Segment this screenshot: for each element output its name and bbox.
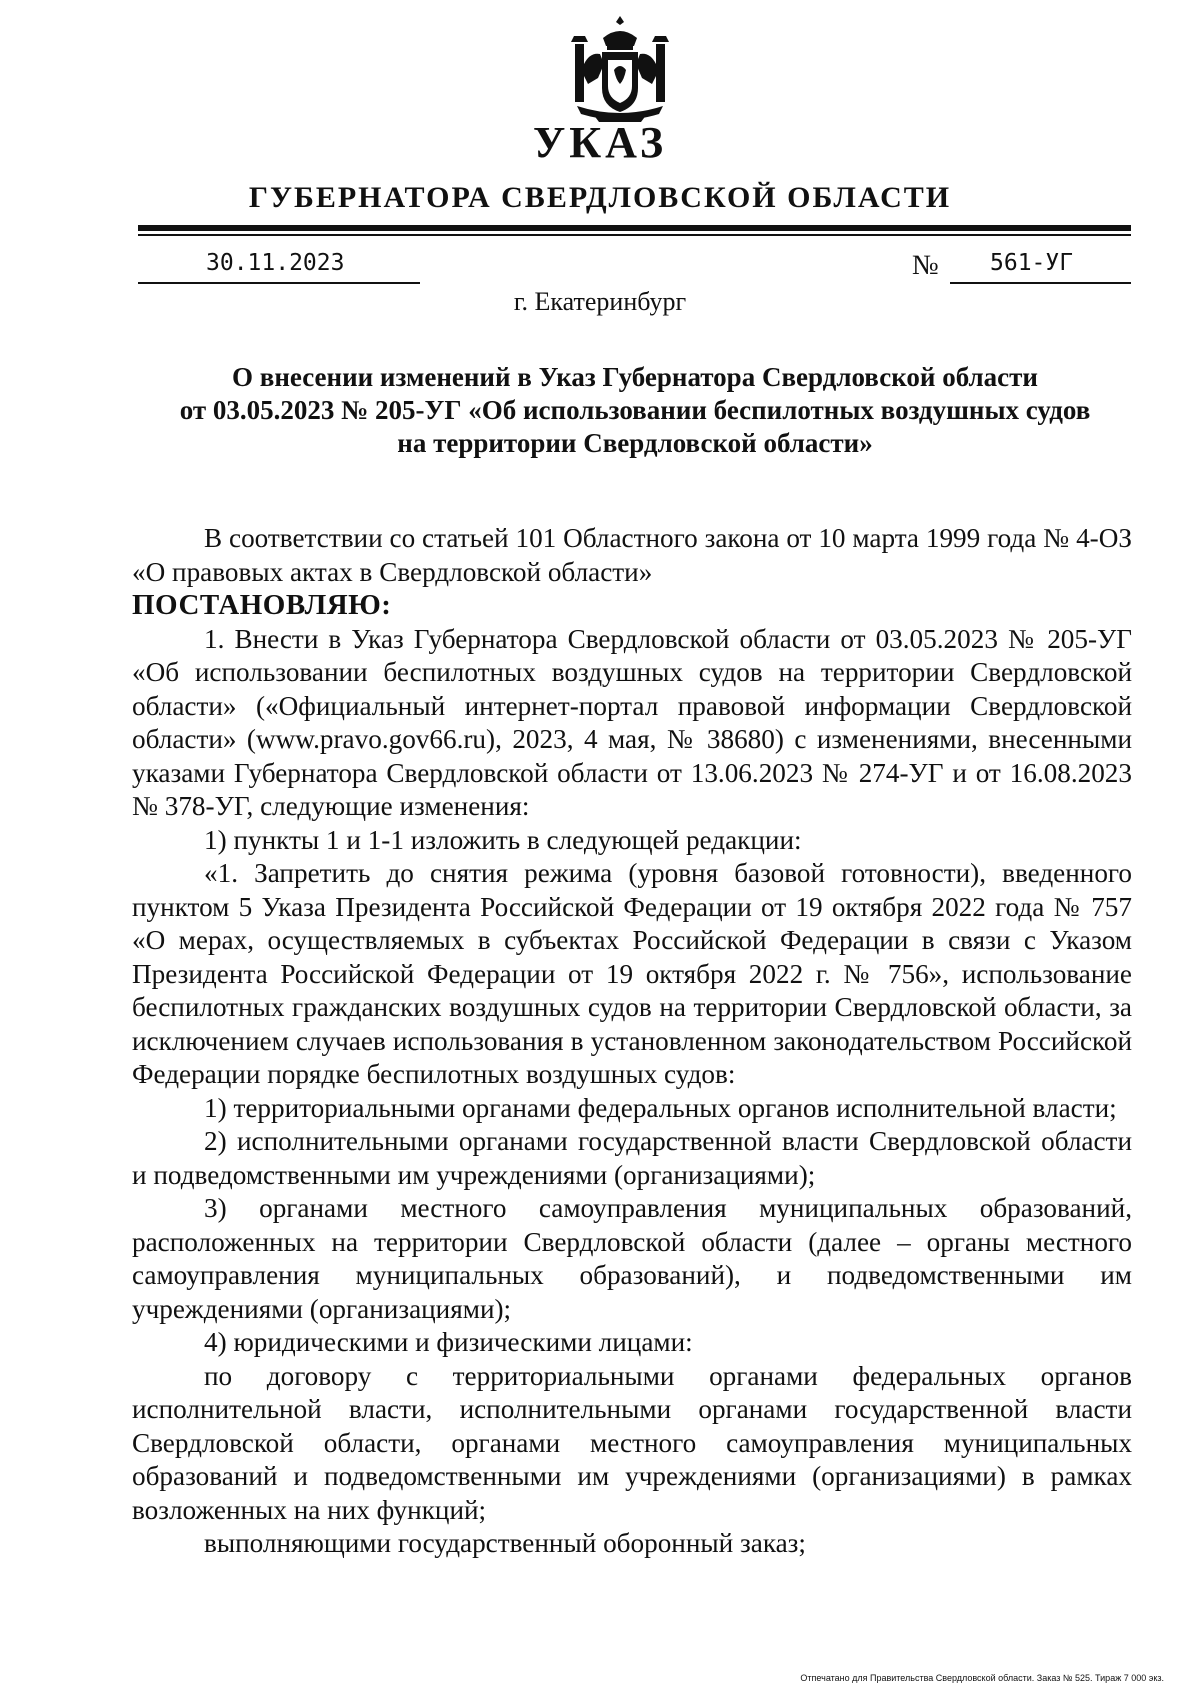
heading-line: на территории Свердловской области» — [397, 428, 873, 458]
body-paragraph: 2) исполнительными органами государственной власти Свердловской области и подведомственными им учреждениями (организациями); — [132, 1126, 1132, 1190]
document-subtitle: ГУБЕРНАТОРА СВЕРДЛОВСКОЙ ОБЛАСТИ — [248, 181, 952, 214]
document-body — [132, 522, 1132, 1561]
document-date: 30.11.2023 — [206, 250, 345, 276]
heading-line: от 03.05.2023 № 205-УГ «Об использовании беспилотных воздушных судов — [179, 395, 1091, 425]
coat-of-arms-icon — [567, 14, 673, 126]
body-paragraph: 1) пункты 1 и 1-1 изложить в следующей редакции: — [204, 824, 802, 855]
header-rule-thin — [138, 234, 1131, 236]
number-field — [950, 248, 1131, 284]
number-sign: № — [912, 250, 939, 281]
document-heading — [140, 361, 1130, 460]
print-note: Отпечатано для Правительства Свердловской области. Заказ № 525. Тираж 7 000 экз. — [800, 1673, 1164, 1683]
date-field — [138, 248, 420, 284]
body-paragraph: 3) органами местного самоуправления муниципальных образований, расположенных на территории Свердловской области (далее – органы местного самоуправления муниципальных образований), и подведомственными им учреждениями (организациями); — [132, 1193, 1132, 1324]
preamble-paragraph: В соответствии со статьей 101 Областного закона от 10 марта 1999 года № 4-ОЗ «О правовых актах в Свердловской области» — [132, 523, 1132, 587]
body-paragraph: по договору с территориальными органами федеральных органов исполнительной власти, исполнительными органами государственной власти Свердловской области, органами местного самоуправления муниципальных образований и подведомственными им учреждениями (организациями) в рамках возложенных на них функций; — [132, 1360, 1132, 1525]
body-paragraph: «1. Запретить до снятия режима (уровня базовой готовности), введенного пунктом 5 Указа Президента Российской Федерации от 19 октября 2022 года № 757 «О мерах, осуществляемых в субъектах Российской Федерации в связи с Указом Президента Российской Федерации от 19 октября 2022 г. № 756», использование беспилотных гражданских воздушных судов на территории Свердловской области, за исключением случаев использования в установленном законодательством Российской Федерации порядке беспилотных воздушных судов: — [132, 858, 1132, 1089]
body-paragraph: выполняющими государственный оборонный заказ; — [204, 1528, 806, 1558]
body-paragraph: 4) юридическими и физическими лицами: — [204, 1327, 693, 1357]
document-city: г. Екатеринбург — [513, 287, 687, 316]
body-paragraph: 1. Внести в Указ Губернатора Свердловской области от 03.05.2023 № 205-УГ «Об использовании беспилотных воздушных судов на территории Свердловской области» («Официальный интернет-портал правовой информации Свердловской области» (www.pravo.gov66.ru), 2023, 4 мая, № 38680) с изменениями, внесенными указами Губернатора Свердловской области от 13.06.2023 № 274-УГ и от 16.08.2023 № 378-УГ, следующие изменения: — [132, 623, 1132, 821]
body-paragraph: 1) территориальными органами федеральных органов исполнительной власти; — [204, 1092, 1117, 1123]
decree-word: ПОСТАНОВЛЯЮ: — [132, 589, 392, 621]
header-rule-thick — [138, 225, 1131, 231]
document-title: УКАЗ — [532, 118, 668, 167]
heading-line: О внесении изменений в Указ Губернатора Свердловской области — [232, 362, 1038, 392]
document-number: 561-УГ — [990, 250, 1074, 276]
